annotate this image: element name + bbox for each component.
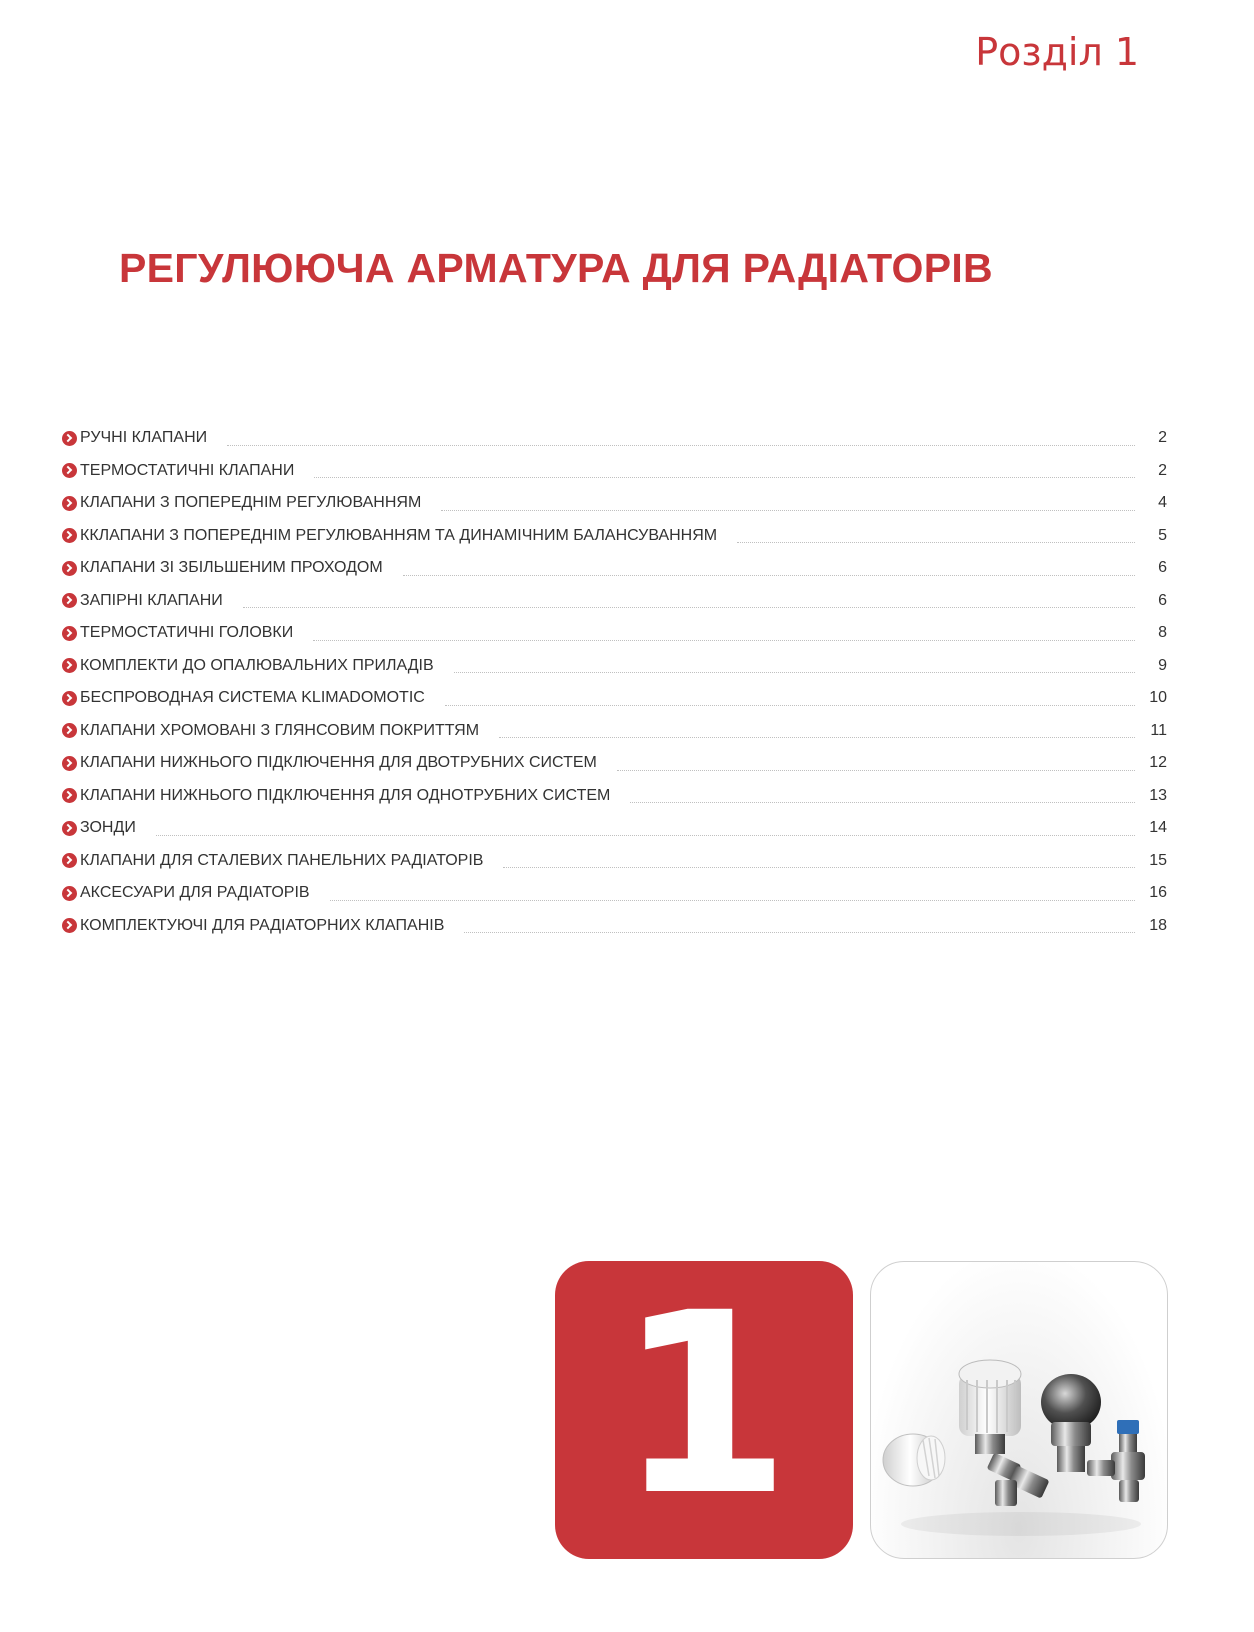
toc-item-label: ЗОНДИ <box>80 819 136 837</box>
toc-item-label: КОМПЛЕКТИ ДО ОПАЛЮВАЛЬНИХ ПРИЛАДІВ <box>80 656 434 674</box>
toc-item[interactable] <box>62 877 1167 910</box>
chevron-right-circle-icon <box>62 463 77 478</box>
toc-item[interactable] <box>62 422 1167 455</box>
toc-item-page: 8 <box>1158 624 1167 642</box>
chevron-right-circle-icon <box>62 788 77 803</box>
dot-leader <box>630 801 1135 803</box>
dot-leader <box>313 639 1135 641</box>
toc-item[interactable] <box>62 487 1167 520</box>
toc-item[interactable] <box>62 812 1167 845</box>
section-number-tile <box>555 1261 853 1559</box>
toc-item-page: 5 <box>1158 526 1167 544</box>
toc-item-label: АКСЕСУАРИ ДЛЯ РАДІАТОРІВ <box>80 884 310 902</box>
toc-item-label: КЛАПАНИ ХРОМОВАНІ З ГЛЯНСОВИМ ПОКРИТТЯМ <box>80 721 480 739</box>
toc-item-label: КЛАПАНИ НИЖНЬОГО ПІДКЛЮЧЕННЯ ДЛЯ ОДНОТРУБНИХ СИСТЕМ <box>80 786 611 804</box>
toc-item-label: РУЧНІ КЛАПАНИ <box>80 429 208 447</box>
dot-leader <box>503 866 1135 868</box>
dot-leader <box>243 606 1135 608</box>
dot-leader <box>454 671 1135 673</box>
chevron-right-circle-icon <box>62 691 77 706</box>
chevron-right-circle-icon <box>62 918 77 933</box>
toc-item-page: 10 <box>1149 689 1167 707</box>
toc-item-label: КЛАПАНИ З ПОПЕРЕДНІМ РЕГУЛЮВАННЯМ <box>80 494 422 512</box>
toc-item-page: 16 <box>1149 884 1167 902</box>
toc-item-page: 18 <box>1149 916 1167 934</box>
toc-item-label: КЛАПАНИ НИЖНЬОГО ПІДКЛЮЧЕННЯ ДЛЯ ДВОТРУБНИХ СИСТЕМ <box>80 754 597 772</box>
toc-item-label: ТЕРМОСТАТИЧНІ КЛАПАНИ <box>80 461 295 479</box>
toc-item-page: 12 <box>1149 754 1167 772</box>
toc-item[interactable] <box>62 715 1167 748</box>
toc-item-page: 2 <box>1158 429 1167 447</box>
dot-leader <box>156 834 1135 836</box>
toc-item-label: КОМПЛЕКТУЮЧІ ДЛЯ РАДІАТОРНИХ КЛАПАНІВ <box>80 916 445 934</box>
dot-leader <box>227 444 1135 446</box>
dot-leader <box>737 541 1135 543</box>
toc-item[interactable] <box>62 552 1167 585</box>
chevron-right-circle-icon <box>62 821 77 836</box>
toc-item[interactable] <box>62 747 1167 780</box>
dot-leader <box>403 574 1135 576</box>
radiator-valves-illustration <box>871 1262 1167 1558</box>
section-label: Розділ 1 <box>975 30 1139 74</box>
chevron-right-circle-icon <box>62 886 77 901</box>
toc-item-page: 15 <box>1149 851 1167 869</box>
toc-item[interactable] <box>62 682 1167 715</box>
section-number: 1 <box>617 1259 791 1550</box>
chevron-right-circle-icon <box>62 528 77 543</box>
toc-item-page: 6 <box>1158 559 1167 577</box>
dot-leader <box>464 931 1135 933</box>
toc-item-page: 13 <box>1149 786 1167 804</box>
chevron-right-circle-icon <box>62 561 77 576</box>
radiator-valves-photo <box>870 1261 1168 1559</box>
toc-item-label: ТЕРМОСТАТИЧНІ ГОЛОВКИ <box>80 624 294 642</box>
chevron-right-circle-icon <box>62 626 77 641</box>
chevron-right-circle-icon <box>62 496 77 511</box>
chevron-right-circle-icon <box>62 723 77 738</box>
dot-leader <box>617 769 1135 771</box>
dot-leader <box>445 704 1135 706</box>
chevron-right-circle-icon <box>62 431 77 446</box>
toc-item-label: ККЛАПАНИ З ПОПЕРЕДНІМ РЕГУЛЮВАННЯМ ТА ДИНАМІЧНИМ БАЛАНСУВАННЯМ <box>80 526 718 544</box>
chevron-right-circle-icon <box>62 853 77 868</box>
page-title: РЕГУЛЮЮЧА АРМАТУРА ДЛЯ РАДІАТОРІВ <box>119 245 993 291</box>
toc-item[interactable] <box>62 845 1167 878</box>
chevron-right-circle-icon <box>62 756 77 771</box>
toc-item-label: КЛАПАНИ ЗІ ЗБІЛЬШЕНИМ ПРОХОДОМ <box>80 559 383 577</box>
toc-item[interactable] <box>62 780 1167 813</box>
toc-item-page: 11 <box>1150 721 1167 739</box>
toc-item[interactable] <box>62 455 1167 488</box>
toc-item-page: 9 <box>1158 656 1167 674</box>
dot-leader <box>499 736 1135 738</box>
dot-leader <box>330 899 1135 901</box>
toc-item-page: 2 <box>1158 461 1167 479</box>
table-of-contents <box>62 422 1167 942</box>
dot-leader <box>314 476 1135 478</box>
toc-item[interactable] <box>62 585 1167 618</box>
toc-item-page: 4 <box>1158 494 1167 512</box>
toc-item-label: БЕСПРОВОДНАЯ СИСТЕМА KLIMADOMOTIC <box>80 689 425 707</box>
toc-item[interactable] <box>62 910 1167 943</box>
toc-item-page: 14 <box>1149 819 1167 837</box>
toc-item[interactable] <box>62 617 1167 650</box>
toc-item-label: ЗАПІРНІ КЛАПАНИ <box>80 591 223 609</box>
chevron-right-circle-icon <box>62 658 77 673</box>
toc-item[interactable] <box>62 520 1167 553</box>
toc-item-page: 6 <box>1158 591 1167 609</box>
dot-leader <box>441 509 1135 511</box>
toc-item-label: КЛАПАНИ ДЛЯ СТАЛЕВИХ ПАНЕЛЬНИХ РАДІАТОРІВ <box>80 851 484 869</box>
chevron-right-circle-icon <box>62 593 77 608</box>
toc-item[interactable] <box>62 650 1167 683</box>
